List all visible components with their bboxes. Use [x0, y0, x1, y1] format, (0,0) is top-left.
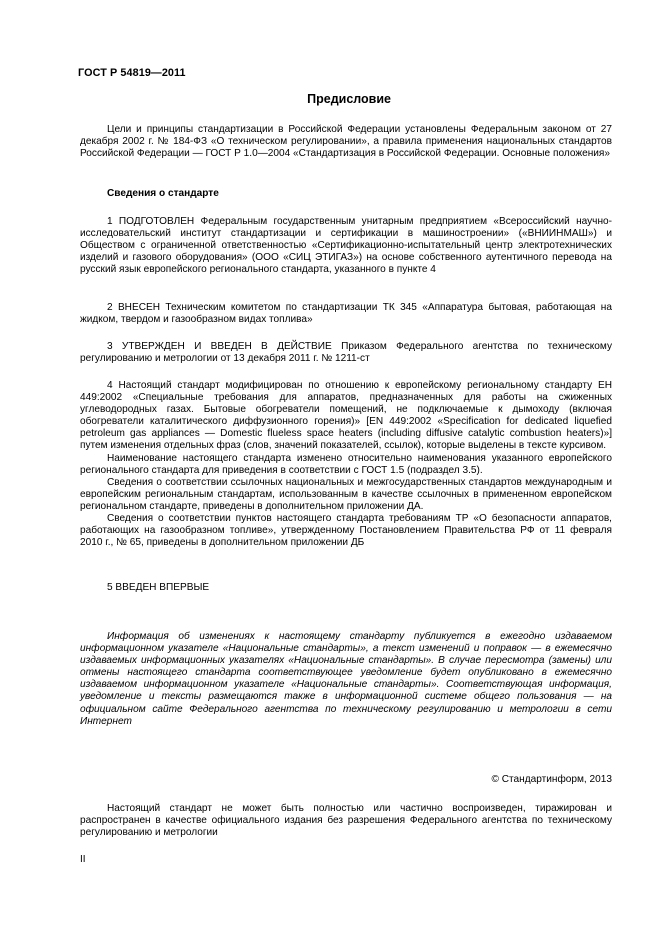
item-1 [80, 216, 612, 276]
copyright: © Стандартинформ, 2013 [491, 774, 612, 785]
standard-info-heading: Сведения о стандарте [107, 188, 219, 199]
intro-text: Цели и принципы стандартизации в Российской Федерации установлены Федеральным законом от 27 декабря 2002 г. № 184-ФЗ «О техническом регулировании», а правила применения национальных стандартов Российской Федерации — ГОСТ Р 1.0—2004 «Стандартизация в Российской Федерации. Основные положения» [80, 124, 612, 160]
page-title [78, 93, 611, 105]
page-number: II [80, 854, 86, 865]
reproduction-notice-text: Настоящий стандарт не может быть полностью или частично воспроизведен, тиражирован и распространен в качестве официального издания без разрешения Федерального агентства по техническому регулированию и метрологии [80, 803, 612, 839]
intro-paragraph [80, 124, 612, 160]
item-5 [80, 582, 612, 594]
title-text: Предисловие [307, 92, 391, 106]
item-5-text: 5 ВВЕДЕН ВПЕРВЫЕ [107, 582, 210, 593]
item-4-text: 4 Настоящий стандарт модифицирован по отношению к европейскому региональному стандарту ЕН 449:2002 «Специальные требования для аппаратов, предназначенных для работы на сжиженных углеводородных газах. Бытовые обогреватели помещений, не подключаемые к дымоходу (включая обогреватели каталитического диффузионного горения)» [EN 449:2002 «Specification for dedicated liquefied petroleum gas appliances — Domestic flueless space heaters (including diffusive catalytic combustion heaters)»] путем изменения отдельных фраз (слов, значений показателей, ссылок), которые выделены в тексте курсивом. [80, 380, 612, 452]
info-notice [80, 631, 612, 728]
item-4 [80, 380, 612, 549]
info-notice-text: Информация об изменениях к настоящему стандарту публикуется в ежегодно издаваемом информационном указателе «Национальные стандарты», а текст изменений и поправок — в ежемесячно издаваемых информационных указателях «Национальные стандарты». В случае пересмотра (замены) или отмены настоящего стандарта соответствующее уведомление будет опубликовано в ежемесячно издаваемом информационном указателе «Национальные стандарты». Соответствующая информация, уведомление и тексты размещаются также в информационной системе общего пользования — на официальном сайте Федерального агентства по техническому регулированию и метрологии в сети Интернет [80, 631, 612, 727]
item-3 [80, 341, 612, 365]
item-4-paragraph-3: Сведения о соответствии ссылочных национальных и межгосударственных стандартов международным и европейским региональным стандартам, использованным в качестве ссылочных в примененном европейском региональном стандарте, приведены в дополнительном приложении ДА. [80, 476, 612, 512]
item-4-paragraph-4: Сведения о соответствии пунктов настоящего стандарта требованиям ТР «О безопасности аппаратов, работающих на газообразном топливе», утвержденному Постановлением Правительства РФ от 11 февраля 2010 г., № 65, приведены в дополнительном приложении ДБ [80, 513, 612, 549]
item-4-paragraph-2: Наименование настоящего стандарта изменено относительно наименования указанного европейского регионального стандарта для приведения в соответствии с ГОСТ 1.5 (подраздел 3.5). [80, 452, 612, 476]
reproduction-notice [80, 803, 612, 839]
item-2 [80, 302, 612, 326]
item-2-text: 2 ВНЕСЕН Техническим комитетом по стандартизации ТК 345 «Аппаратура бытовая, работающая на жидком, твердом и газообразном видах топлива» [80, 302, 612, 326]
item-3-text: 3 УТВЕРЖДЕН И ВВЕДЕН В ДЕЙСТВИЕ Приказом Федерального агентства по техническому регулированию и метрологии от 13 декабря 2011 г. № 1211-ст [80, 341, 612, 365]
item-1-text: 1 ПОДГОТОВЛЕН Федеральным государственным унитарным предприятием «Всероссийский научно-исследовательский институт стандартизации и сертификации в машиностроении» («ВНИИНМАШ») и Обществом с ограниченной ответственностью «Сертификационно-испытательный центр электротехнических изделий и газового оборудования» (ООО «СИЦ ЭТИГАЗ») на основе собственного аутентичного перевода на русский язык европейского регионального стандарта, указанного в пункте 4 [80, 216, 612, 276]
document-code: ГОСТ Р 54819—2011 [78, 67, 186, 79]
